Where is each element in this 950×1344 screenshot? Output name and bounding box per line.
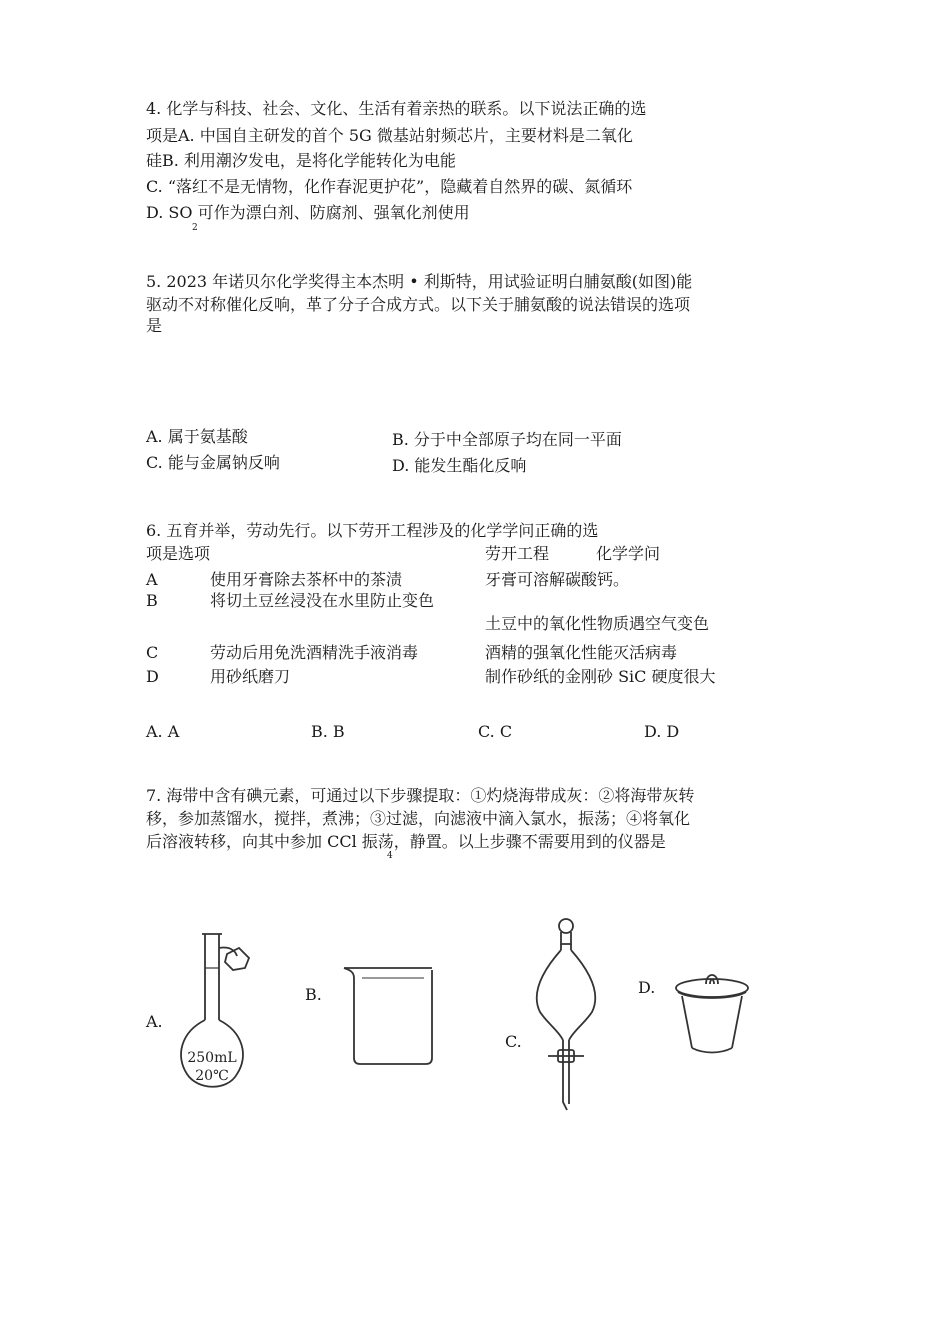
q6-answer-d: D. D <box>644 722 680 741</box>
q6-row-a-project: 使用牙膏除去茶杯中的茶渍 <box>210 570 403 589</box>
beaker-icon <box>340 962 440 1062</box>
q4-line-1: 4. 化学与科技、社会、文化、生活有着亲热的联系。以下说法正确的选 <box>146 99 647 118</box>
q6-row-d-label: D <box>146 667 159 686</box>
q6-row-a-label: A <box>146 570 158 589</box>
q5-option-b: B. 分于中全部原子均在同一平面 <box>392 430 622 449</box>
q7-label-b: B. <box>305 985 322 1004</box>
q4-line-4: C. “落红不是无情物，化作春泥更护花”，隐藏着自然界的碳、氮循环 <box>146 177 633 196</box>
flask-temp-label: 20℃ <box>195 1068 229 1084</box>
q6-row-c-knowledge: 酒精的强氧化性能灭活病毒 <box>485 643 678 662</box>
q7-line-3: 后溶液转移，向其中参加 CCl 振荡，静置。以上步骤不需要用到的仪器是 <box>146 832 666 851</box>
q4-subscript: 2 <box>192 223 198 233</box>
q7-label-c: C. <box>505 1032 522 1051</box>
separatory-funnel-icon <box>528 916 608 1116</box>
q6-answer-b: B. B <box>311 722 345 741</box>
flask-volume-label: 250mL <box>187 1050 237 1066</box>
q6-row-d-project: 用砂纸磨刀 <box>210 667 291 686</box>
q7-label-a: A. <box>146 1012 163 1031</box>
q6-row-c-project: 劳动后用免洗酒精洗手液消毒 <box>210 643 419 662</box>
q5-option-c: C. 能与金属钠反响 <box>146 453 280 472</box>
q6-header-project: 劳开工程 <box>485 544 550 563</box>
q5-option-a: A. 属于氨基酸 <box>146 427 248 446</box>
crucible-icon <box>670 966 760 1056</box>
q6-line-1: 6. 五育并举，劳动先行。以下劳开工程涉及的化学学问正确的选 <box>146 521 599 540</box>
q4-line-5: D. SO 可作为漂白剂、防腐剂、强氧化剂使用 <box>146 203 470 222</box>
q6-row-b-label: B <box>146 591 158 610</box>
q6-answer-a: A. A <box>146 722 180 741</box>
q7-line-1: 7. 海带中含有碘元素，可通过以下步骤提取：①灼烧海带成灰：②将海带灰转 <box>146 786 695 805</box>
q6-row-a-knowledge: 牙膏可溶解碳酸钙。 <box>485 570 630 589</box>
q6-row-d-knowledge: 制作砂纸的金刚砂 SiC 硬度很大 <box>485 667 716 686</box>
q7-line-2: 移，参加蒸馏水，搅拌，煮沸；③过滤，向滤液中滴入氯水，振荡；④将氧化 <box>146 809 691 828</box>
q6-row-c-label: C <box>146 643 159 662</box>
q6-line-2: 项是选项 <box>146 544 211 563</box>
q6-header-knowledge: 化学学问 <box>596 544 661 563</box>
q7-label-d: D. <box>638 978 656 997</box>
q5-line-2: 驱动不对称催化反响，革了分子合成方式。以下关于脯氨酸的说法错误的选项 <box>146 295 691 314</box>
q5-line-3: 是 <box>146 316 163 335</box>
q6-row-b-project: 将切土豆丝浸没在水里防止变色 <box>210 591 435 610</box>
q6-row-b-knowledge: 土豆中的氧化性物质遇空气变色 <box>485 614 710 633</box>
volumetric-flask-icon <box>175 928 275 1098</box>
q6-answer-c: C. C <box>478 722 513 741</box>
q4-line-3: 硅B. 利用潮汐发电，是将化学能转化为电能 <box>146 151 456 170</box>
q5-line-1: 5. 2023 年诺贝尔化学奖得主本杰明 • 利斯特，用试验证明白脯氨酸(如图)能 <box>146 272 693 291</box>
q7-subscript: 4 <box>387 851 393 861</box>
q5-option-d: D. 能发生酯化反响 <box>392 456 527 475</box>
q4-line-2: 项是A. 中国自主研发的首个 5G 微基站射频芯片，主要材料是二氧化 <box>146 126 633 145</box>
